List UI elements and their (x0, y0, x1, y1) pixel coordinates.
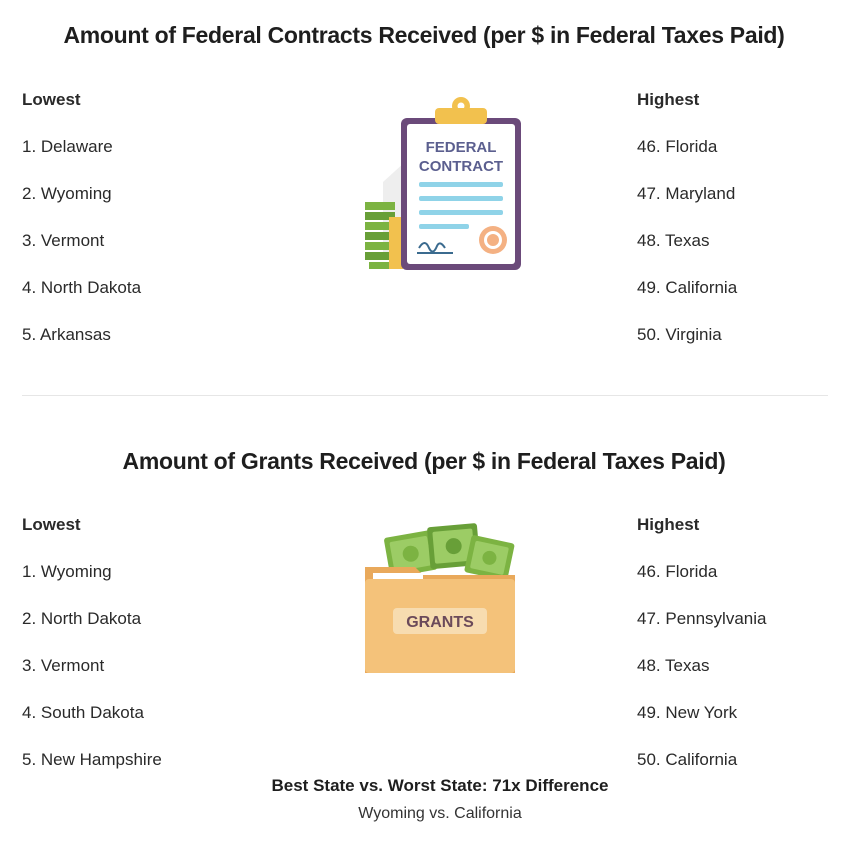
list-item: 47. Pennsylvania (637, 609, 767, 628)
list-item: 46. Florida (637, 137, 718, 156)
grants-folder-illustration (355, 515, 535, 685)
list-item: 49. California (637, 278, 738, 297)
list-item: 49. New York (637, 703, 738, 722)
list-item: 46. Florida (637, 562, 718, 581)
footer-headline: Best State vs. Worst State: 71x Difference (271, 776, 609, 795)
grants-highest-list (637, 515, 766, 774)
grants-lowest-list (22, 515, 162, 774)
list-item: 50. California (637, 750, 738, 769)
text-line (419, 210, 503, 215)
federal-contract-illustration (355, 92, 535, 277)
list-item: 48. Texas (637, 656, 710, 675)
text-line (419, 196, 503, 201)
footer-subline: Wyoming vs. California (358, 805, 522, 822)
section-divider (22, 395, 828, 396)
grants-lowest-heading: Lowest (22, 515, 81, 534)
list-item: 3. Vermont (22, 231, 105, 250)
contracts-highest-list (637, 90, 737, 349)
clip-icon (435, 97, 487, 124)
contracts-lowest-list (22, 90, 141, 349)
contracts-highest-heading: Highest (637, 90, 700, 109)
clipboard-title-line1: FEDERAL (425, 139, 497, 156)
grants-highest-heading: Highest (637, 515, 700, 534)
text-line (419, 182, 503, 187)
list-item: 3. Vermont (22, 656, 105, 675)
list-item: 5. Arkansas (22, 325, 111, 344)
list-item: 2. Wyoming (22, 184, 112, 203)
list-item: 1. Delaware (22, 137, 113, 156)
grants-title: Amount of Grants Received (per $ in Federal Taxes Paid) (122, 448, 726, 474)
contracts-lowest-heading: Lowest (22, 90, 81, 109)
text-line (419, 224, 469, 229)
list-item: 50. Virginia (637, 325, 722, 344)
seal-icon (479, 226, 507, 254)
list-item: 1. Wyoming (22, 562, 112, 581)
list-item: 5. New Hampshire (22, 750, 162, 769)
contracts-title: Amount of Federal Contracts Received (per $ in Federal Taxes Paid) (63, 22, 785, 48)
grants-label-text: GRANTS (406, 614, 474, 631)
list-item: 47. Maryland (637, 184, 736, 203)
list-item: 2. North Dakota (22, 609, 142, 628)
list-item: 4. South Dakota (22, 703, 144, 722)
clipboard-title-line2: CONTRACT (418, 158, 504, 175)
list-item: 48. Texas (637, 231, 710, 250)
list-item: 4. North Dakota (22, 278, 142, 297)
